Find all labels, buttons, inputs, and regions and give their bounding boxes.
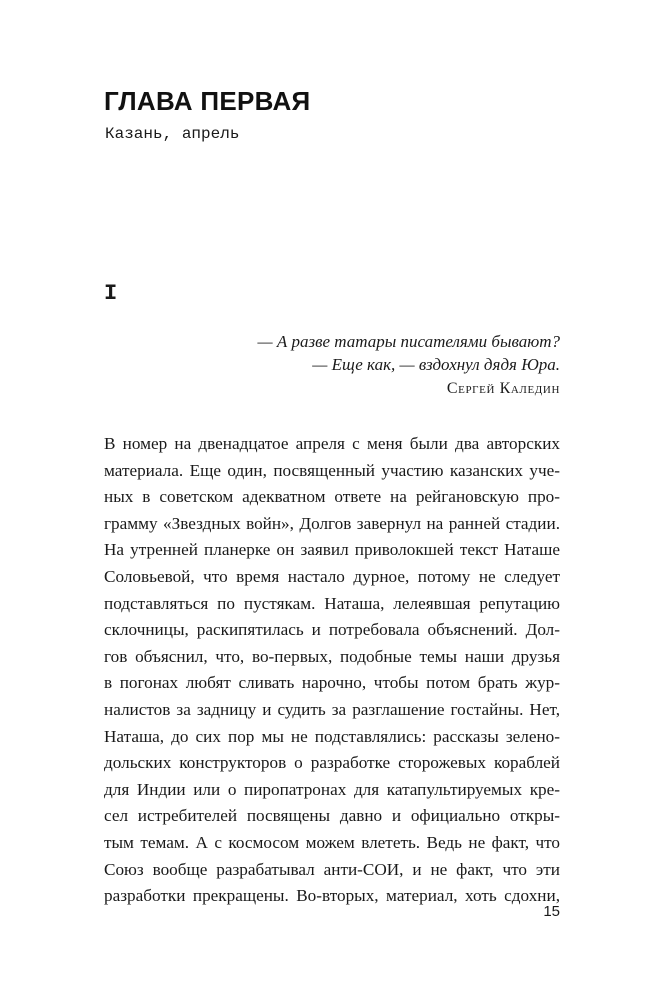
epigraph: [257, 330, 560, 400]
body-line: сел истребителей посвящены давно и официально откры-: [104, 806, 560, 826]
body-line: для Индии или о пиропатронах для катапультируемых кре-: [104, 779, 560, 799]
chapter-subtitle: Казань, апрель: [105, 125, 240, 143]
body-line: подставляться по пустякам. Наташа, лелеявшая репутацию: [104, 593, 560, 613]
epigraph-line: — Еще как, — вздохнул дядя Юра.: [312, 355, 560, 374]
page-number: 15: [543, 903, 560, 920]
body-line: налистов за задницу и судить за разглашение гостайны. Нет,: [104, 699, 560, 719]
body-line: Наташа, до сих пор мы не подставлялись: рассказы зелено-: [104, 726, 560, 746]
body-line: дольских конструкторов о разработке сторожевых кораблей: [104, 753, 560, 773]
section-number: I: [104, 281, 118, 306]
epigraph-author: Сергей Каледин: [446, 380, 560, 397]
body-line: гов объяснил, что, во-первых, подобные темы наши друзья: [104, 646, 560, 666]
body-line: склочницы, раскипятилась и потребовала объяснений. Дол-: [104, 620, 560, 640]
body-line: тым темам. А с космосом можем влететь. Ведь не факт, что: [104, 832, 560, 852]
epigraph-line: — А разве татары писателями бывают?: [257, 332, 560, 351]
chapter-title: ГЛАВА ПЕРВАЯ: [104, 86, 311, 116]
body-line: грамму «Звездных войн», Долгов завернул на ранней стадии.: [104, 513, 560, 533]
body-line: ных в советском адекватном ответе на рейгановскую про-: [104, 487, 560, 507]
body-line: Соловьевой, что время настало дурное, потому не следует: [104, 566, 560, 586]
body-line: в погонах любят сливать нарочно, чтобы потом брать жур-: [104, 673, 560, 693]
body-line: Союз вообще разрабатывал анти-СОИ, и не факт, что эти: [104, 859, 560, 879]
body-line: разработки прекращены. Во-вторых, материал, хоть сдохни,: [104, 886, 560, 906]
body-text: [104, 431, 560, 910]
body-line: В номер на двенадцатое апреля с меня были два авторских: [104, 434, 560, 453]
body-line: материала. Еще один, посвященный участию казанских уче-: [104, 460, 560, 480]
body-line: На утренней планерке он заявил приволокшей текст Наташе: [104, 540, 560, 560]
